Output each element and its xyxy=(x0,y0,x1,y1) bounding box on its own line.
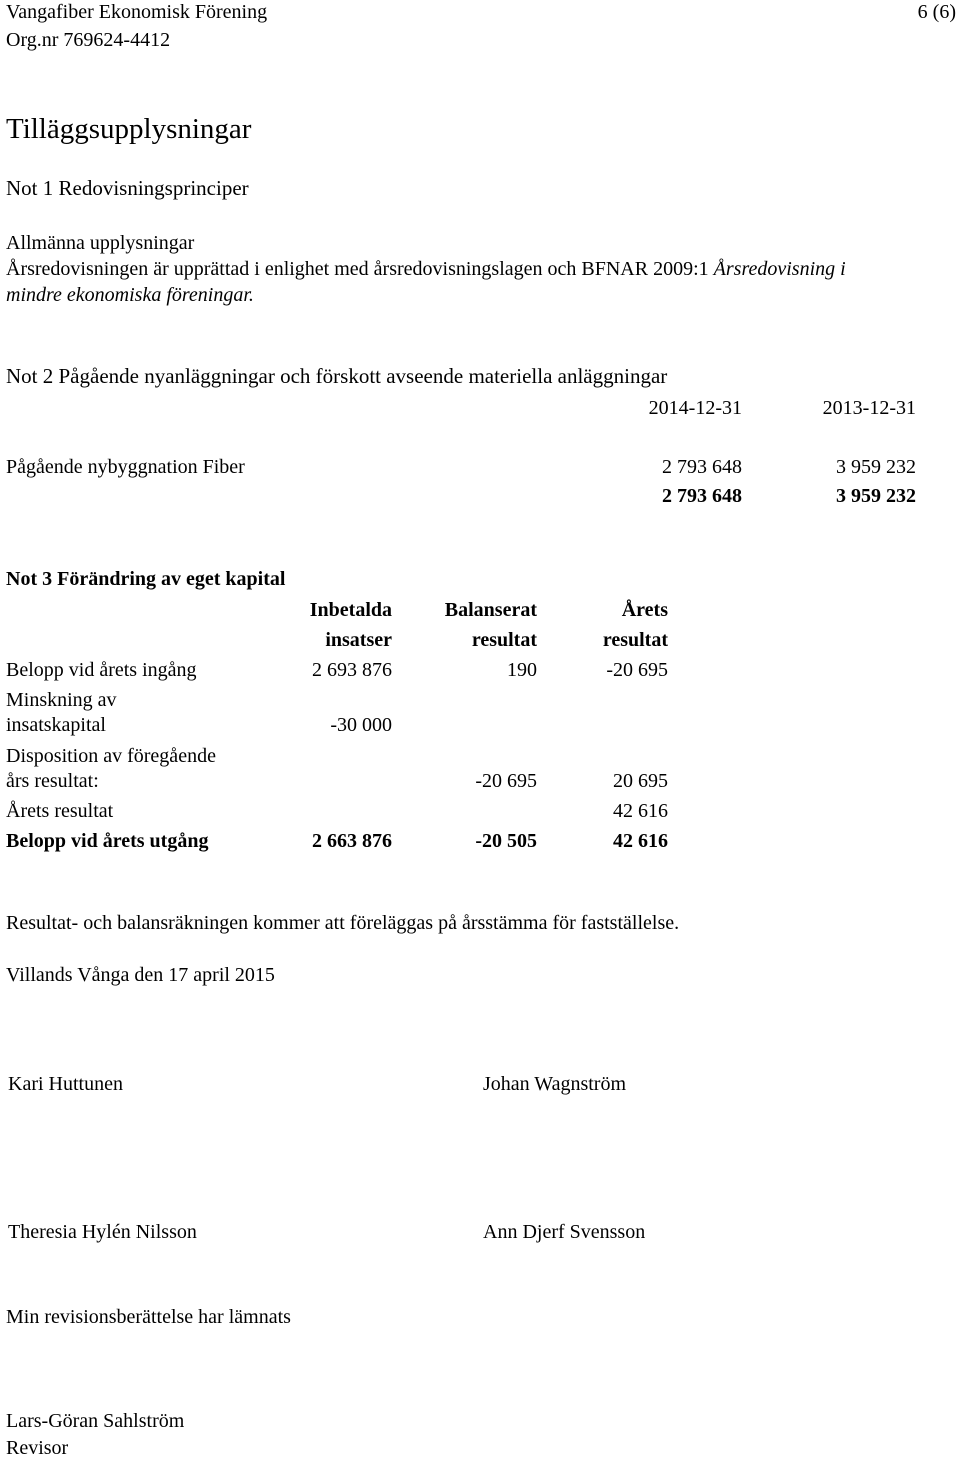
not3-total-cell: 2 663 876 xyxy=(312,830,392,852)
not3-row-cell: -20 695 xyxy=(475,770,537,792)
not3-row-cell: -30 000 xyxy=(330,714,392,736)
signatory-name: Kari Huttunen xyxy=(8,1073,123,1095)
approval-statement: Resultat- och balansräkningen kommer att föreläggas på årsstämma för fastställelse. xyxy=(6,912,680,934)
not3-row-label: Årets resultat xyxy=(6,800,114,822)
not1-text-line2: mindre ekonomiska föreningar. xyxy=(6,284,254,306)
not2-row-val-2014: 2 793 648 xyxy=(662,456,742,478)
not1-text-line1 xyxy=(6,257,846,281)
not2-total-2013: 3 959 232 xyxy=(836,485,916,507)
page-number: 6 (6) xyxy=(917,1,956,23)
not3-row-cell: 42 616 xyxy=(613,800,668,822)
not3-row-cell: 20 695 xyxy=(613,770,668,792)
signatory-name: Ann Djerf Svensson xyxy=(483,1221,646,1243)
not2-row-label: Pågående nybyggnation Fiber xyxy=(6,456,245,478)
not3-total-cell: 42 616 xyxy=(613,830,668,852)
signatory-name: Johan Wagnström xyxy=(483,1073,627,1095)
not3-row-label: Disposition av föregående xyxy=(6,745,216,767)
not3-row-label: Belopp vid årets ingång xyxy=(6,659,197,681)
not3-row-label-cont: års resultat: xyxy=(6,770,99,792)
not1-heading: Not 1 Redovisningsprinciper xyxy=(6,176,249,200)
not2-row-val-2013: 3 959 232 xyxy=(836,456,916,478)
not2-heading: Not 2 Pågående nyanläggningar och förskott avseende materiella anläggningar xyxy=(6,364,668,388)
not2-col-2013: 2013-12-31 xyxy=(822,397,916,419)
not2-col-2014: 2014-12-31 xyxy=(648,397,742,419)
not1-text-regular: Årsredovisningen är upprättad i enlighet med årsredovisningslagen och BFNAR 2009:1 xyxy=(6,258,714,280)
auditor-title: Revisor xyxy=(6,1437,69,1459)
not1-text-italic: Årsredovisning i xyxy=(713,258,846,280)
not3-total-label: Belopp vid årets utgång xyxy=(6,830,209,852)
not3-row-label-cont: insatskapital xyxy=(6,714,106,736)
not2-total-2014: 2 793 648 xyxy=(662,485,742,507)
header-org-name: Vangafiber Ekonomisk Förening xyxy=(6,1,268,23)
not1-subheading: Allmänna upplysningar xyxy=(6,232,195,254)
not3-row-cell: -20 695 xyxy=(606,659,668,681)
not3-col2-line2: resultat xyxy=(471,629,537,651)
not3-row-cell: 190 xyxy=(507,659,537,681)
auditor-name: Lars-Göran Sahlström xyxy=(6,1410,185,1432)
not3-col3-line1: Årets xyxy=(621,599,668,621)
not3-row-label: Minskning av xyxy=(6,689,117,711)
not3-heading: Not 3 Förändring av eget kapital xyxy=(6,568,286,590)
not3-col1-line2: insatser xyxy=(325,629,392,651)
not3-col2-line1: Balanserat xyxy=(444,599,537,621)
page-title: Tilläggsupplysningar xyxy=(6,113,252,145)
not3-total-cell: -20 505 xyxy=(475,830,537,852)
not3-row-cell: 2 693 876 xyxy=(312,659,392,681)
not3-col1-line1: Inbetalda xyxy=(309,599,392,621)
place-date: Villands Vånga den 17 april 2015 xyxy=(6,964,275,986)
auditor-note: Min revisionsberättelse har lämnats xyxy=(6,1306,291,1328)
signatory-name: Theresia Hylén Nilsson xyxy=(8,1221,197,1243)
header-org-nr: Org.nr 769624-4412 xyxy=(6,29,171,51)
not3-col3-line2: resultat xyxy=(602,629,668,651)
